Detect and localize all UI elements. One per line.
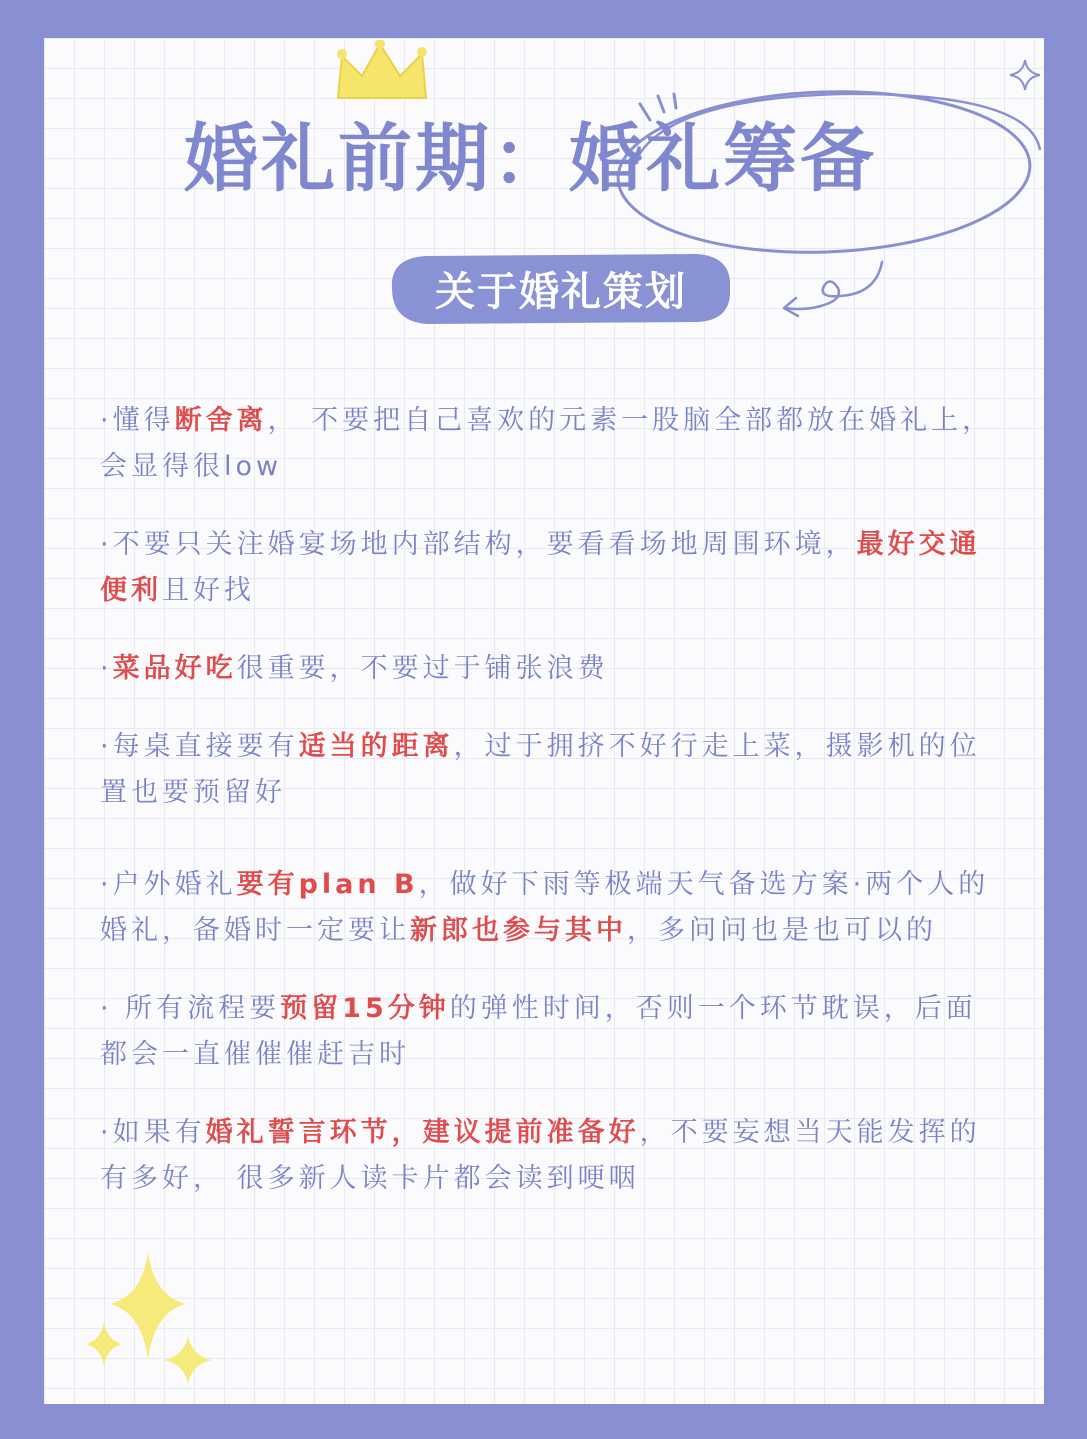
arrow-doodle [778,258,890,322]
list-item: ·如果有婚礼誓言环节，建议提前准备好，不要妄想当天能发挥的有多好， 很多新人读卡片都会读到哽咽 [100,1117,981,1194]
list-item: ·懂得断舍离， 不要把自己喜欢的元素一股脑全部都放在婚礼上，会显得很low [100,405,994,482]
note-paper [44,38,1044,1404]
page-title: 婚礼前期：婚礼筹备 [184,116,877,202]
subtitle-badge [386,248,736,328]
list-item: ·菜品好吃很重要，不要过于铺张浪费 [100,653,609,684]
subtitle: 关于婚礼策划 [435,269,687,315]
list-item: ·每桌直接要有适当的距离，过于拥挤不好行走上菜，摄影机的位置也要预留好 [100,731,981,808]
tips-list [100,398,1000,1234]
sparkles-icon [82,1248,218,1388]
list-item: ·户外婚礼要有plan B，做好下雨等极端天气备选方案·两个人的婚礼，备婚时一定要让新郎也参与其中，多问问也是也可以的 [100,869,990,946]
list-item: · 所有流程要预留15分钟的弹性时间，否则一个环节耽误，后面都会一直催催催赶吉时 [100,993,977,1070]
crown-icon [334,40,430,102]
list-item: ·不要只关注婚宴场地内部结构，要看看场地周围环境，最好交通便利且好找 [100,529,981,606]
